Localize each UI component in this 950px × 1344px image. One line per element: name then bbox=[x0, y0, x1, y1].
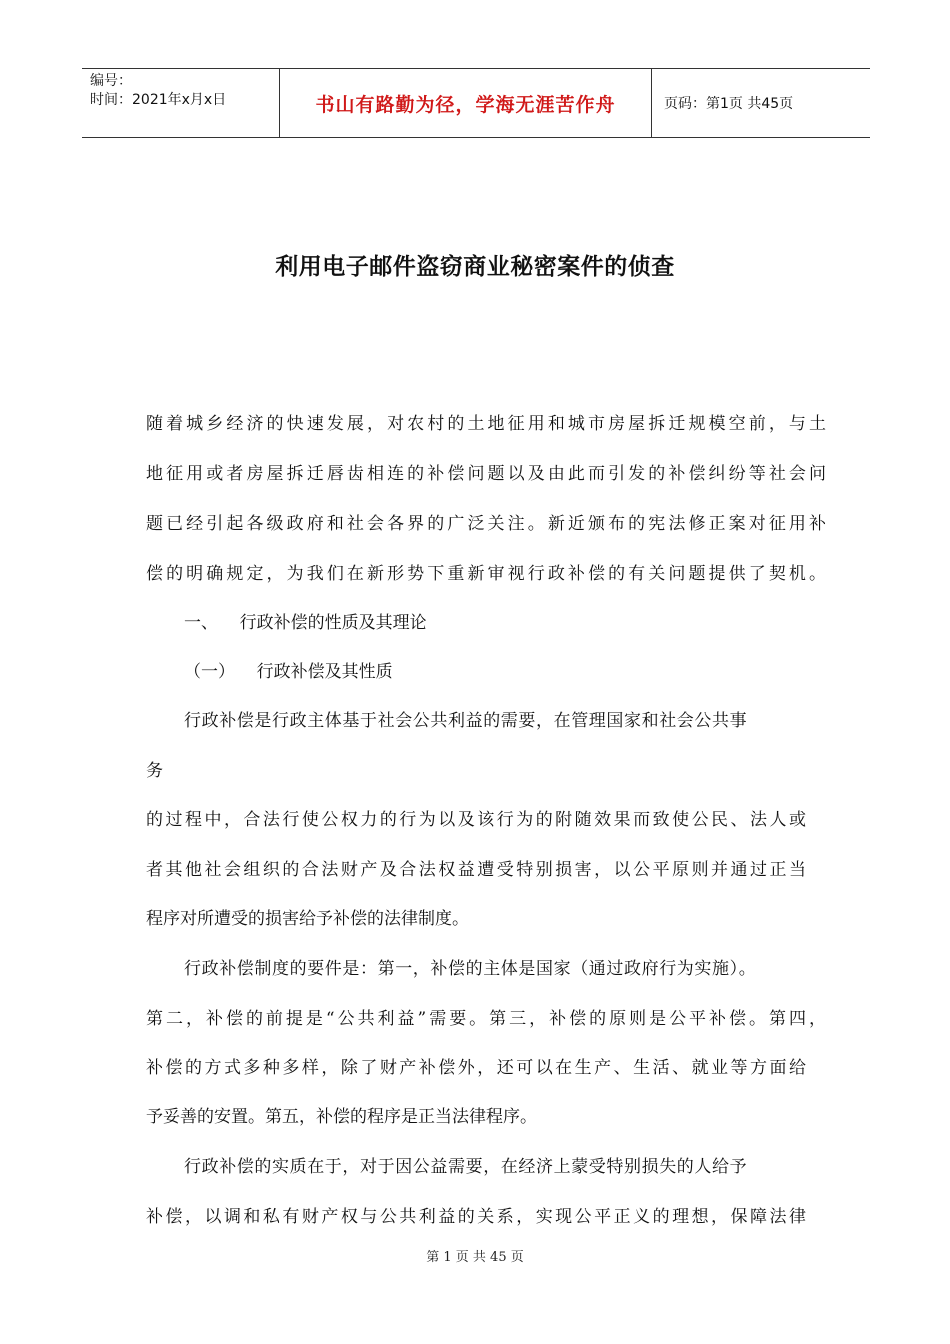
header-page-info: 页码：第1页 共45页 bbox=[664, 96, 794, 112]
paragraph-line: 行政补偿的实质在于，对于因公益需要，在经济上蒙受特别损失的人给予 bbox=[184, 1157, 748, 1177]
paragraph-line: 程序对所遭受的损害给予补偿的法律制度。 bbox=[146, 909, 469, 929]
paragraph-line: 行政补偿制度的要件是：第一，补偿的主体是国家（通过政府行为实施）。 bbox=[184, 959, 757, 979]
paragraph-line: 补偿，以调和私有财产权与公共利益的关系，实现公平正义的理想，保障法律 bbox=[146, 1207, 806, 1227]
header-meta-cell bbox=[82, 69, 280, 137]
paragraph-line: 的过程中，合法行使公权力的行为以及该行为的附随效果而致使公民、法人或 bbox=[146, 810, 806, 830]
paragraph-line: 务 bbox=[146, 761, 163, 781]
paragraph-line: 题已经引起各级政府和社会各界的广泛关注。新近颁布的宪法修正案对征用补 bbox=[146, 514, 826, 534]
paragraph-line: 随着城乡经济的快速发展，对农村的土地征用和城市房屋拆迁规模空前，与土 bbox=[146, 414, 826, 434]
paragraph-line: 予妥善的安置。第五，补偿的程序是正当法律程序。 bbox=[146, 1107, 537, 1127]
page-footer: 第 1 页 共 45 页 bbox=[426, 1250, 524, 1265]
subsection-heading: （一） 行政补偿及其性质 bbox=[184, 662, 393, 682]
document-title: 利用电子邮件盗窃商业秘密案件的侦查 bbox=[275, 254, 675, 280]
paragraph-line: 地征用或者房屋拆迁唇齿相连的补偿问题以及由此而引发的补偿纠纷等社会问 bbox=[146, 464, 826, 484]
document-number-label: 编号： bbox=[90, 73, 132, 89]
paragraph-line: 补偿的方式多种多样，除了财产补偿外，还可以在生产、生活、就业等方面给 bbox=[146, 1058, 806, 1078]
header-table bbox=[82, 68, 870, 138]
paragraph-line: 者其他社会组织的合法财产及合法权益遭受特别损害，以公平原则并通过正当 bbox=[146, 860, 806, 880]
paragraph-line: 第二，补偿的前提是“公共利益”需要。第三，补偿的原则是公平补偿。第四， bbox=[146, 1009, 826, 1029]
paragraph-line: 偿的明确规定，为我们在新形势下重新审视行政补偿的有关问题提供了契机。 bbox=[146, 564, 826, 584]
paragraph-line: 行政补偿是行政主体基于社会公共利益的需要，在管理国家和社会公共事 bbox=[184, 711, 748, 731]
section-heading: 一、 行政补偿的性质及其理论 bbox=[184, 613, 427, 633]
header-motto: 书山有路勤为径，学海无涯苦作舟 bbox=[280, 69, 652, 137]
document-date-label: 时间：2021年x月x日 bbox=[90, 92, 227, 108]
